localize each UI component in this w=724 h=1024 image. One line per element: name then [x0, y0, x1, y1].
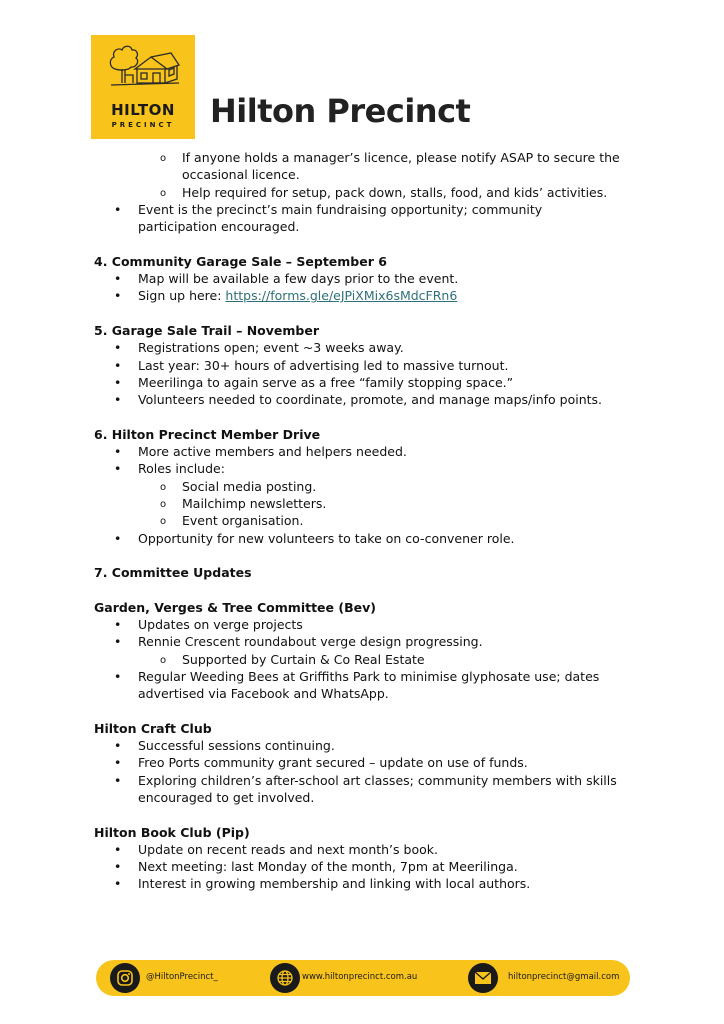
- bullet-item: [94, 287, 654, 304]
- bullet-marker: •: [114, 755, 122, 771]
- sub-bullet-marker: o: [160, 654, 167, 666]
- document-body: [94, 149, 654, 893]
- bullet-text: Roles include:: [138, 461, 225, 477]
- bullet-item: [94, 841, 654, 858]
- sub-bullet-marker: o: [160, 516, 167, 528]
- bullet-text: encouraged to get involved.: [138, 789, 315, 805]
- sub-bullet-item: [94, 651, 654, 668]
- mail-icon[interactable]: [468, 963, 498, 993]
- bullet-text: Registrations open; event ~3 weeks away.: [138, 340, 404, 356]
- sub-bullet-marker: o: [160, 153, 167, 164]
- section-heading: 6. Hilton Precinct Member Drive: [94, 426, 321, 442]
- sub-bullet-item: [94, 512, 654, 529]
- bullet-continuation: [94, 789, 654, 806]
- bullet-item: [94, 443, 654, 460]
- bullet-text: Map will be available a few days prior to the event.: [138, 271, 459, 287]
- bullet-item: [94, 772, 654, 789]
- bullet-marker: •: [114, 201, 122, 217]
- bullet-item: [94, 858, 654, 875]
- bullet-text: Last year: 30+ hours of advertising led to massive turnout.: [138, 357, 509, 373]
- globe-icon[interactable]: [270, 963, 300, 993]
- bullet-text: advertised via Facebook and WhatsApp.: [138, 686, 389, 702]
- email-link[interactable]: hiltonprecinct@gmail.com: [508, 972, 620, 982]
- bullet-marker: •: [114, 634, 122, 650]
- bullet-item: [94, 875, 654, 892]
- bullet-text: Exploring children’s after-school art classes; community members with skills: [138, 772, 617, 788]
- bullet-continuation: [94, 218, 654, 235]
- logo-subtitle: PRECINCT: [111, 121, 175, 129]
- sub-bullet-item: [94, 149, 654, 166]
- bullet-marker: •: [114, 288, 122, 304]
- bullet-text: Updates on verge projects: [138, 617, 303, 633]
- section-heading: Garden, Verges & Tree Committee (Bev): [94, 599, 376, 615]
- bullet-item: [94, 530, 654, 547]
- sub-bullet-text: Supported by Curtain & Co Real Estate: [182, 651, 425, 667]
- bullet-marker: •: [114, 530, 122, 546]
- footer-bar: [96, 960, 630, 996]
- sub-bullet-marker: o: [160, 481, 167, 493]
- bullet-text: More active members and helpers needed.: [138, 444, 407, 460]
- instagram-icon[interactable]: [110, 963, 140, 993]
- bullet-marker: •: [114, 461, 122, 477]
- bullet-text: Event is the precinct’s main fundraising opportunity; community: [138, 201, 543, 217]
- sub-bullet-marker: o: [160, 498, 167, 510]
- bullet-marker: •: [114, 392, 122, 408]
- bullet-marker: •: [114, 738, 122, 754]
- bullet-text: Rennie Crescent roundabout verge design progressing.: [138, 634, 483, 650]
- bullet-item: [94, 357, 654, 374]
- section-heading: 5. Garage Sale Trail – November: [94, 322, 319, 338]
- bullet-marker: •: [114, 859, 122, 875]
- bullet-text: Volunteers needed to coordinate, promote, and manage maps/info points.: [138, 392, 603, 408]
- bullet-text: participation encouraged.: [138, 219, 300, 235]
- spacer: [94, 547, 654, 564]
- bullet-marker: •: [114, 668, 122, 684]
- sub-bullet-continuation: [94, 166, 654, 183]
- sub-bullet-text: Social media posting.: [182, 478, 317, 494]
- spacer: [94, 806, 654, 823]
- bullet-marker: •: [114, 841, 122, 857]
- sub-bullet-item: [94, 478, 654, 495]
- sub-bullet-text: Help required for setup, pack down, stalls, food, and kids’ activities.: [182, 184, 608, 200]
- bullet-marker: •: [114, 772, 122, 788]
- bullet-text: Successful sessions continuing.: [138, 738, 335, 754]
- spacer: [94, 305, 654, 322]
- sub-bullet-item: [94, 184, 654, 201]
- house-tree-illustration: [105, 39, 181, 99]
- section-heading: Hilton Craft Club: [94, 720, 212, 736]
- bullet-item: [94, 460, 654, 477]
- spacer: [94, 581, 654, 598]
- bullet-text: Opportunity for new volunteers to take on co-convener role.: [138, 530, 515, 546]
- sub-bullet-text: Event organisation.: [182, 513, 304, 529]
- bullet-marker: •: [114, 444, 122, 460]
- bullet-item: [94, 616, 654, 633]
- bullet-text: Next meeting: last Monday of the month, 7pm at Meerilinga.: [138, 859, 518, 875]
- logo: [91, 35, 195, 139]
- bullet-text: Sign up here:: [138, 288, 226, 304]
- bullet-item: [94, 391, 654, 408]
- bullet-marker: •: [114, 374, 122, 390]
- website-link[interactable]: www.hiltonprecinct.com.au: [302, 972, 418, 982]
- sub-bullet-marker: o: [160, 187, 167, 199]
- bullet-continuation: [94, 685, 654, 702]
- bullet-item: [94, 737, 654, 754]
- bullet-marker: •: [114, 357, 122, 373]
- bullet-marker: •: [114, 271, 122, 287]
- page-title: Hilton Precinct: [210, 92, 471, 130]
- bullet-text: Meerilinga to again serve as a free “family stopping space.”: [138, 374, 514, 390]
- sub-bullet-text: Mailchimp newsletters.: [182, 495, 327, 511]
- bullet-item: [94, 270, 654, 287]
- section-heading: Hilton Book Club (Pip): [94, 824, 250, 840]
- bullet-item: [94, 339, 654, 356]
- sub-bullet-text: occasional licence.: [182, 167, 300, 183]
- spacer: [94, 235, 654, 252]
- bullet-item: [94, 633, 654, 650]
- sub-bullet-text: If anyone holds a manager’s licence, please notify ASAP to secure the: [182, 150, 620, 165]
- spacer: [94, 408, 654, 425]
- section-heading: 4. Community Garage Sale – September 6: [94, 253, 387, 269]
- bullet-item: [94, 374, 654, 391]
- bullet-text: Regular Weeding Bees at Griffiths Park to minimise glyphosate use; dates: [138, 668, 600, 684]
- logo-title: HILTON: [111, 101, 175, 119]
- bullet-text: Interest in growing membership and linking with local authors.: [138, 876, 531, 892]
- bullet-marker: •: [114, 340, 122, 356]
- bullet-item: [94, 668, 654, 685]
- bullet-marker: •: [114, 876, 122, 892]
- bullet-item: [94, 754, 654, 771]
- bullet-text: Freo Ports community grant secured – update on use of funds.: [138, 755, 528, 771]
- spacer: [94, 703, 654, 720]
- bullet-text: Update on recent reads and next month’s book.: [138, 841, 438, 857]
- bullet-item: [94, 201, 654, 218]
- signup-link[interactable]: https://forms.gle/eJPiXMix6sMdcFRn6: [225, 288, 458, 304]
- sub-bullet-item: [94, 495, 654, 512]
- bullet-marker: •: [114, 617, 122, 633]
- section-heading: 7. Committee Updates: [94, 565, 252, 581]
- instagram-handle[interactable]: @HiltonPrecinct_: [146, 972, 218, 982]
